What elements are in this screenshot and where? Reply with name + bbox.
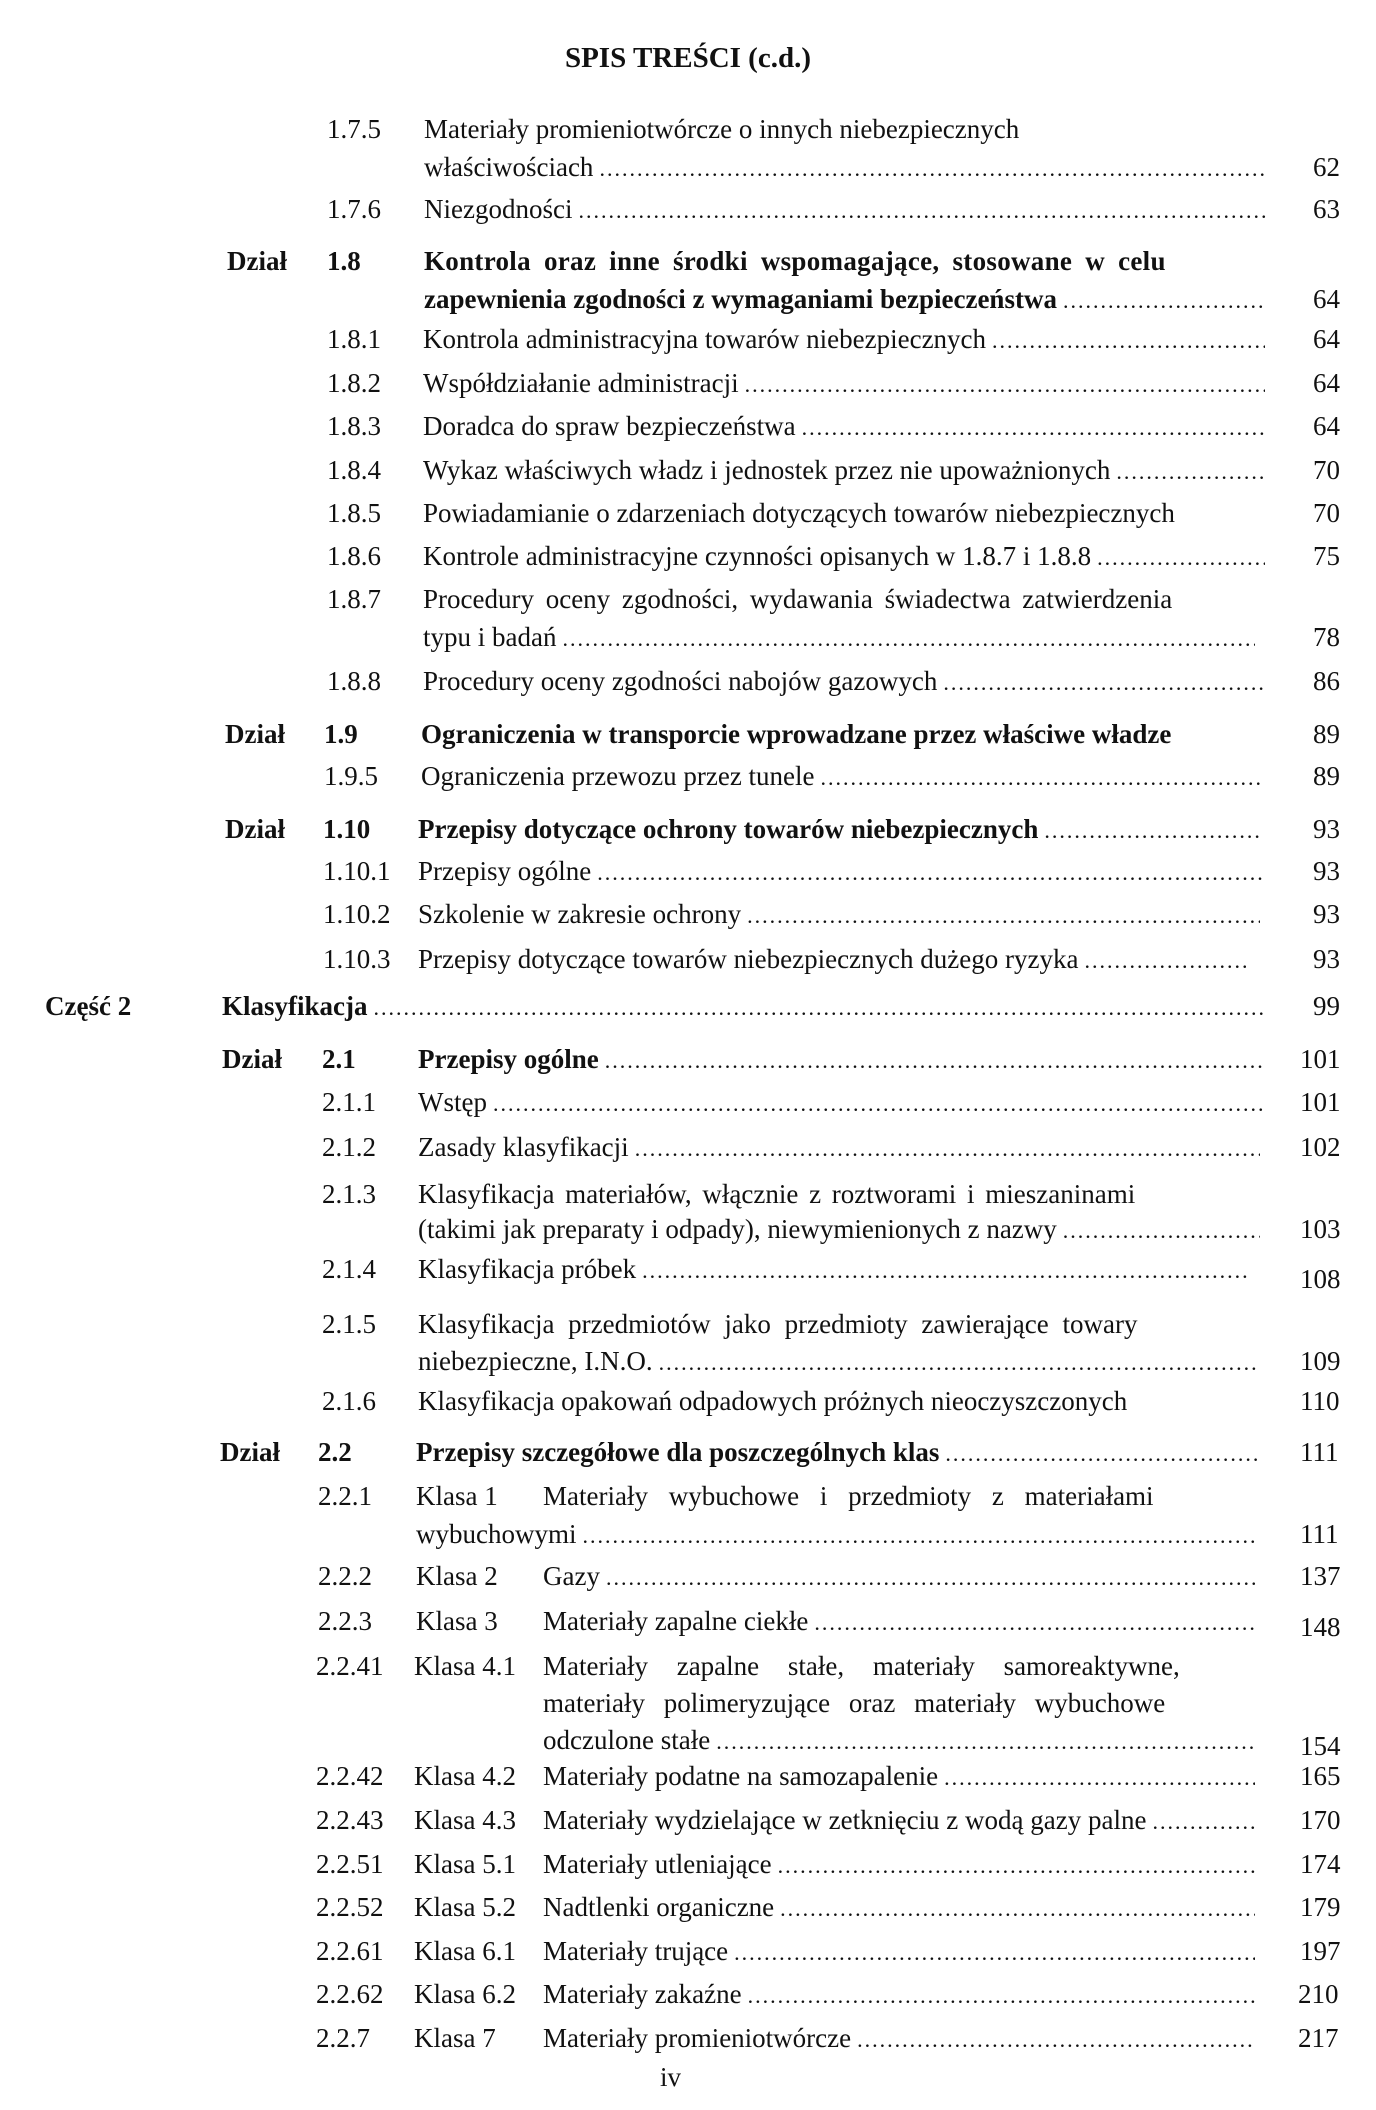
class-label: Klasa 6.1 bbox=[414, 1936, 516, 1966]
entry-title-line bbox=[418, 1083, 1263, 1123]
class-label: Klasa 5.1 bbox=[414, 1849, 516, 1879]
entry-title-text: Kontrole administracyjne czynności opisanych w 1.8.7 i 1.8.8 bbox=[423, 541, 1092, 571]
page-number: 111 bbox=[1300, 1519, 1339, 1549]
dot-leader bbox=[1063, 1212, 1260, 1250]
entry-title-text: Materiały promieniotwórcze bbox=[543, 2023, 852, 2053]
page-number: 102 bbox=[1300, 1132, 1341, 1162]
entry-title-line bbox=[423, 451, 1265, 491]
entry-title-line bbox=[423, 537, 1265, 577]
dot-leader bbox=[778, 1847, 1255, 1885]
dot-leader bbox=[1152, 1803, 1255, 1841]
page-number: 165 bbox=[1300, 1761, 1341, 1791]
section-number: 1.9 bbox=[324, 719, 358, 749]
chapter-prefix: Dział bbox=[225, 719, 285, 749]
page-number: 86 bbox=[1313, 666, 1340, 696]
entry-title-text: Materiały wybuchowe i przedmioty z materiałami bbox=[543, 1481, 1154, 1511]
entry-title-line bbox=[543, 2019, 1255, 2059]
entry-title-line bbox=[418, 895, 1260, 935]
section-number: 1.8.7 bbox=[327, 584, 381, 614]
section-number: 1.7.6 bbox=[327, 194, 381, 224]
section-number: 1.8.1 bbox=[327, 324, 381, 354]
dot-leader bbox=[992, 322, 1265, 360]
entry-title-text: Przepisy ogólne bbox=[418, 1044, 599, 1074]
entry-title-line bbox=[418, 1040, 1263, 1080]
section-number: 2.2.41 bbox=[316, 1651, 384, 1681]
entry-title-text: Procedury oceny zgodności, wydawania świadectwa zatwierdzenia bbox=[423, 584, 1173, 614]
entry-title-line bbox=[423, 407, 1265, 447]
chapter-prefix: Dział bbox=[227, 246, 287, 276]
section-number: 1.10 bbox=[323, 814, 371, 844]
dot-leader bbox=[821, 759, 1263, 797]
page-number: 101 bbox=[1300, 1087, 1341, 1117]
entry-title-line bbox=[418, 1210, 1260, 1250]
page-number: 75 bbox=[1313, 541, 1340, 571]
section-number: 2.1 bbox=[322, 1044, 356, 1074]
class-label: Klasa 7 bbox=[414, 2023, 496, 2053]
section-number: 2.1.6 bbox=[322, 1386, 376, 1416]
entry-title-line bbox=[543, 1932, 1255, 1972]
entry-title-text: Współdziałanie administracji bbox=[423, 368, 739, 398]
section-number: 2.1.2 bbox=[322, 1132, 376, 1162]
dot-leader bbox=[606, 1559, 1255, 1597]
entry-title-line bbox=[424, 190, 1266, 230]
entry-title-text: Kontrola oraz inne środki wspomagające, stosowane w celu bbox=[424, 246, 1166, 276]
entry-title-line bbox=[418, 852, 1263, 892]
dot-leader bbox=[734, 1934, 1255, 1972]
entry-title-text: Materiały wydzielające w zetknięciu z wodą gazy palne bbox=[543, 1805, 1147, 1835]
entry-title-text: Wstęp bbox=[418, 1087, 487, 1117]
section-number: 1.8.8 bbox=[327, 666, 381, 696]
dot-leader bbox=[1097, 539, 1265, 577]
section-number: 1.9.5 bbox=[324, 761, 378, 791]
page-number: 154 bbox=[1300, 1731, 1341, 1761]
section-number: 1.8.6 bbox=[327, 541, 381, 571]
class-label: Klasa 4.1 bbox=[414, 1651, 516, 1681]
page-number: 93 bbox=[1313, 814, 1340, 844]
class-label: Klasa 4.2 bbox=[414, 1761, 516, 1791]
page-number: 174 bbox=[1300, 1849, 1341, 1879]
dot-leader bbox=[945, 1435, 1258, 1473]
entry-title-text: właściwościach bbox=[424, 152, 594, 182]
section-number: 1.7.5 bbox=[327, 114, 381, 144]
entry-title-text: Materiały utleniające bbox=[543, 1849, 772, 1879]
page-number: 70 bbox=[1313, 455, 1340, 485]
dot-leader bbox=[562, 620, 1255, 658]
entry-title-text: Materiały zakaźne bbox=[543, 1979, 742, 2009]
dot-leader bbox=[745, 366, 1265, 404]
chapter-prefix: Dział bbox=[222, 1044, 282, 1074]
entry-title-line bbox=[418, 810, 1263, 850]
dot-leader bbox=[747, 897, 1260, 935]
page-number: 64 bbox=[1313, 324, 1340, 354]
dot-leader bbox=[716, 1723, 1255, 1761]
entry-title-line bbox=[418, 1250, 1250, 1290]
entry-title-line bbox=[416, 1433, 1258, 1473]
entry-title-line bbox=[543, 1801, 1255, 1841]
entry-title-line bbox=[421, 757, 1263, 797]
dot-leader bbox=[1063, 282, 1266, 320]
section-number: 1.8.5 bbox=[327, 498, 381, 528]
dot-leader bbox=[943, 664, 1265, 702]
page-number: 64 bbox=[1313, 411, 1340, 441]
section-number: 1.8.2 bbox=[327, 368, 381, 398]
dot-leader bbox=[780, 1890, 1255, 1928]
entry-title-line bbox=[543, 1888, 1255, 1928]
page-number: 103 bbox=[1300, 1214, 1341, 1244]
dot-leader bbox=[374, 989, 1264, 1027]
dot-leader bbox=[1084, 942, 1246, 980]
class-label: Klasa 2 bbox=[416, 1561, 498, 1591]
page-title: SPIS TREŚCI (c.d.) bbox=[564, 42, 812, 74]
section-number: 2.2.2 bbox=[318, 1561, 372, 1591]
page-number: 99 bbox=[1313, 991, 1340, 1021]
section-number: 2.1.4 bbox=[322, 1254, 376, 1284]
page-number: 93 bbox=[1313, 944, 1340, 974]
section-number: 1.8.4 bbox=[327, 455, 381, 485]
section-number: 2.2.61 bbox=[316, 1936, 384, 1966]
entry-title-line bbox=[423, 618, 1255, 658]
page-number: 62 bbox=[1313, 152, 1340, 182]
entry-title-line bbox=[543, 1975, 1255, 2015]
entry-title-text: Zasady klasyfikacji bbox=[418, 1132, 629, 1162]
footer-page-number: iv bbox=[660, 2062, 682, 2092]
entry-title-text: Przepisy dotyczące ochrony towarów niebezpiecznych bbox=[418, 814, 1039, 844]
entry-title-line bbox=[416, 1515, 1258, 1555]
section-number: 2.1.5 bbox=[322, 1309, 376, 1339]
dot-leader bbox=[857, 2021, 1255, 2059]
entry-title-text: Klasyfikacja przedmiotów jako przedmioty zawierające towary bbox=[418, 1309, 1138, 1339]
page-number: 197 bbox=[1300, 1936, 1341, 1966]
entry-title-line bbox=[543, 1557, 1255, 1597]
dot-leader bbox=[802, 409, 1265, 447]
entry-title-line bbox=[423, 662, 1265, 702]
entry-title-line bbox=[424, 280, 1266, 320]
entry-title-line bbox=[543, 1721, 1255, 1761]
page-number: 78 bbox=[1313, 622, 1340, 652]
page-number: 179 bbox=[1300, 1892, 1341, 1922]
dot-leader bbox=[642, 1252, 1250, 1290]
entry-title-line bbox=[418, 1128, 1260, 1168]
page-number: 111 bbox=[1300, 1437, 1339, 1467]
page-number: 64 bbox=[1313, 368, 1340, 398]
entry-title-text: Materiały promieniotwórcze o innych niebezpiecznych bbox=[424, 114, 1020, 144]
section-number: 1.8.3 bbox=[327, 411, 381, 441]
entry-title-line bbox=[418, 1342, 1260, 1382]
page-number: 101 bbox=[1300, 1044, 1341, 1074]
section-number: 2.2.7 bbox=[316, 2023, 370, 2053]
entry-title-text: Klasyfikacja materiałów, włącznie z roztworami i mieszaninami bbox=[418, 1179, 1136, 1209]
entry-title-line bbox=[418, 940, 1246, 980]
page-number: 89 bbox=[1313, 719, 1340, 749]
entry-title-line bbox=[423, 320, 1265, 360]
entry-title-text: Materiały trujące bbox=[543, 1936, 729, 1966]
section-number: 2.2.62 bbox=[316, 1979, 384, 2009]
entry-title-text: zapewnienia zgodności z wymaganiami bezpieczeństwa bbox=[424, 284, 1057, 314]
page-number: 63 bbox=[1313, 194, 1340, 224]
dot-leader bbox=[1044, 812, 1263, 850]
entry-title-text: Procedury oceny zgodności nabojów gazowych bbox=[423, 666, 938, 696]
dot-leader bbox=[1116, 453, 1265, 491]
entry-title-line bbox=[222, 987, 1263, 1027]
section-number: 2.2.42 bbox=[316, 1761, 384, 1791]
dot-leader bbox=[597, 854, 1263, 892]
page-number: 64 bbox=[1313, 284, 1340, 314]
entry-title-text: Klasyfikacja próbek bbox=[418, 1254, 637, 1284]
part-prefix: Część 2 bbox=[45, 991, 132, 1021]
entry-title-text: Kontrola administracyjna towarów niebezpiecznych bbox=[423, 324, 987, 354]
section-number: 1.10.2 bbox=[323, 899, 391, 929]
entry-title-text: Powiadamianie o zdarzeniach dotyczących towarów niebezpiecznych bbox=[423, 498, 1175, 528]
dot-leader bbox=[659, 1344, 1260, 1382]
entry-title-text: Przepisy ogólne bbox=[418, 856, 592, 886]
entry-title-text: Przepisy dotyczące towarów niebezpiecznych dużego ryzyka bbox=[418, 944, 1079, 974]
entry-title-text: Klasyfikacja bbox=[222, 991, 368, 1021]
page-number: 108 bbox=[1300, 1264, 1341, 1294]
entry-title-text: Materiały zapalne stałe, materiały samoreaktywne, bbox=[543, 1651, 1180, 1681]
page-number: 210 bbox=[1298, 1979, 1339, 2009]
entry-title-line bbox=[543, 1845, 1255, 1885]
entry-title-text: niebezpieczne, I.N.O. bbox=[418, 1346, 653, 1376]
page-number: 110 bbox=[1300, 1386, 1340, 1416]
chapter-prefix: Dział bbox=[225, 814, 285, 844]
page-number: 148 bbox=[1300, 1612, 1341, 1642]
section-number: 2.2.3 bbox=[318, 1606, 372, 1636]
page-number: 170 bbox=[1300, 1805, 1341, 1835]
dot-leader bbox=[814, 1604, 1255, 1642]
page-number: 89 bbox=[1313, 761, 1340, 791]
section-number: 2.2.51 bbox=[316, 1849, 384, 1879]
class-label: Klasa 4.3 bbox=[414, 1805, 516, 1835]
section-number: 2.1.1 bbox=[322, 1087, 376, 1117]
chapter-prefix: Dział bbox=[220, 1437, 280, 1467]
page-number: 93 bbox=[1313, 899, 1340, 929]
section-number: 2.2.43 bbox=[316, 1805, 384, 1835]
section-number: 2.1.3 bbox=[322, 1179, 376, 1209]
entry-title-line bbox=[424, 148, 1266, 188]
dot-leader bbox=[582, 1517, 1258, 1555]
page-number: 137 bbox=[1300, 1561, 1341, 1591]
dot-leader bbox=[578, 192, 1266, 230]
section-number: 1.10.3 bbox=[323, 944, 391, 974]
dot-leader bbox=[944, 1759, 1255, 1797]
entry-title-text: Wykaz właściwych władz i jednostek przez nie upoważnionych bbox=[423, 455, 1111, 485]
entry-title-text: Klasyfikacja opakowań odpadowych próżnych nieoczyszczonych bbox=[418, 1386, 1128, 1416]
entry-title-text: Materiały zapalne ciekłe bbox=[543, 1606, 809, 1636]
entry-title-text: Nadtlenki organiczne bbox=[543, 1892, 775, 1922]
entry-title-line bbox=[543, 1602, 1255, 1642]
page-number: 93 bbox=[1313, 856, 1340, 886]
entry-title-text: wybuchowymi bbox=[416, 1519, 577, 1549]
entry-title-text: Doradca do spraw bezpieczeństwa bbox=[423, 411, 796, 441]
dot-leader bbox=[605, 1042, 1263, 1080]
class-label: Klasa 5.2 bbox=[414, 1892, 516, 1922]
section-number: 2.2.52 bbox=[316, 1892, 384, 1922]
entry-title-text: (takimi jak preparaty i odpady), niewymienionych z nazwy bbox=[418, 1214, 1057, 1244]
entry-title-text: materiały polimeryzujące oraz materiały wybuchowe bbox=[543, 1688, 1166, 1718]
section-number: 2.2 bbox=[318, 1437, 352, 1467]
entry-title-line bbox=[424, 110, 1266, 148]
section-number: 2.2.1 bbox=[318, 1481, 372, 1511]
entry-title-text: Przepisy szczegółowe dla poszczególnych klas bbox=[416, 1437, 940, 1467]
section-number: 1.10.1 bbox=[323, 856, 391, 886]
section-number: 1.8 bbox=[327, 246, 361, 276]
dot-leader bbox=[599, 150, 1266, 188]
class-label: Klasa 6.2 bbox=[414, 1979, 516, 2009]
page-number: 217 bbox=[1298, 2023, 1339, 2053]
page-number: 70 bbox=[1313, 498, 1340, 528]
entry-title-line bbox=[543, 1757, 1255, 1797]
dot-leader bbox=[493, 1085, 1263, 1123]
entry-title-text: Szkolenie w zakresie ochrony bbox=[418, 899, 742, 929]
entry-title-text: Gazy bbox=[543, 1561, 600, 1591]
page-number: 109 bbox=[1300, 1346, 1341, 1376]
entry-title-text: odczulone stałe bbox=[543, 1725, 711, 1755]
class-label: Klasa 3 bbox=[416, 1606, 498, 1636]
dot-leader bbox=[635, 1130, 1260, 1168]
entry-title-line bbox=[423, 364, 1265, 404]
entry-title-text: Ograniczenia przewozu przez tunele bbox=[421, 761, 815, 791]
entry-title-text: Niezgodności bbox=[424, 194, 573, 224]
class-label: Klasa 1 bbox=[416, 1481, 498, 1511]
entry-title-text: Materiały podatne na samozapalenie bbox=[543, 1761, 939, 1791]
entry-title-text: Ograniczenia w transporcie wprowadzane przez właściwe władze bbox=[421, 719, 1172, 749]
entry-title-text: typu i badań bbox=[423, 622, 557, 652]
dot-leader bbox=[748, 1977, 1255, 2015]
